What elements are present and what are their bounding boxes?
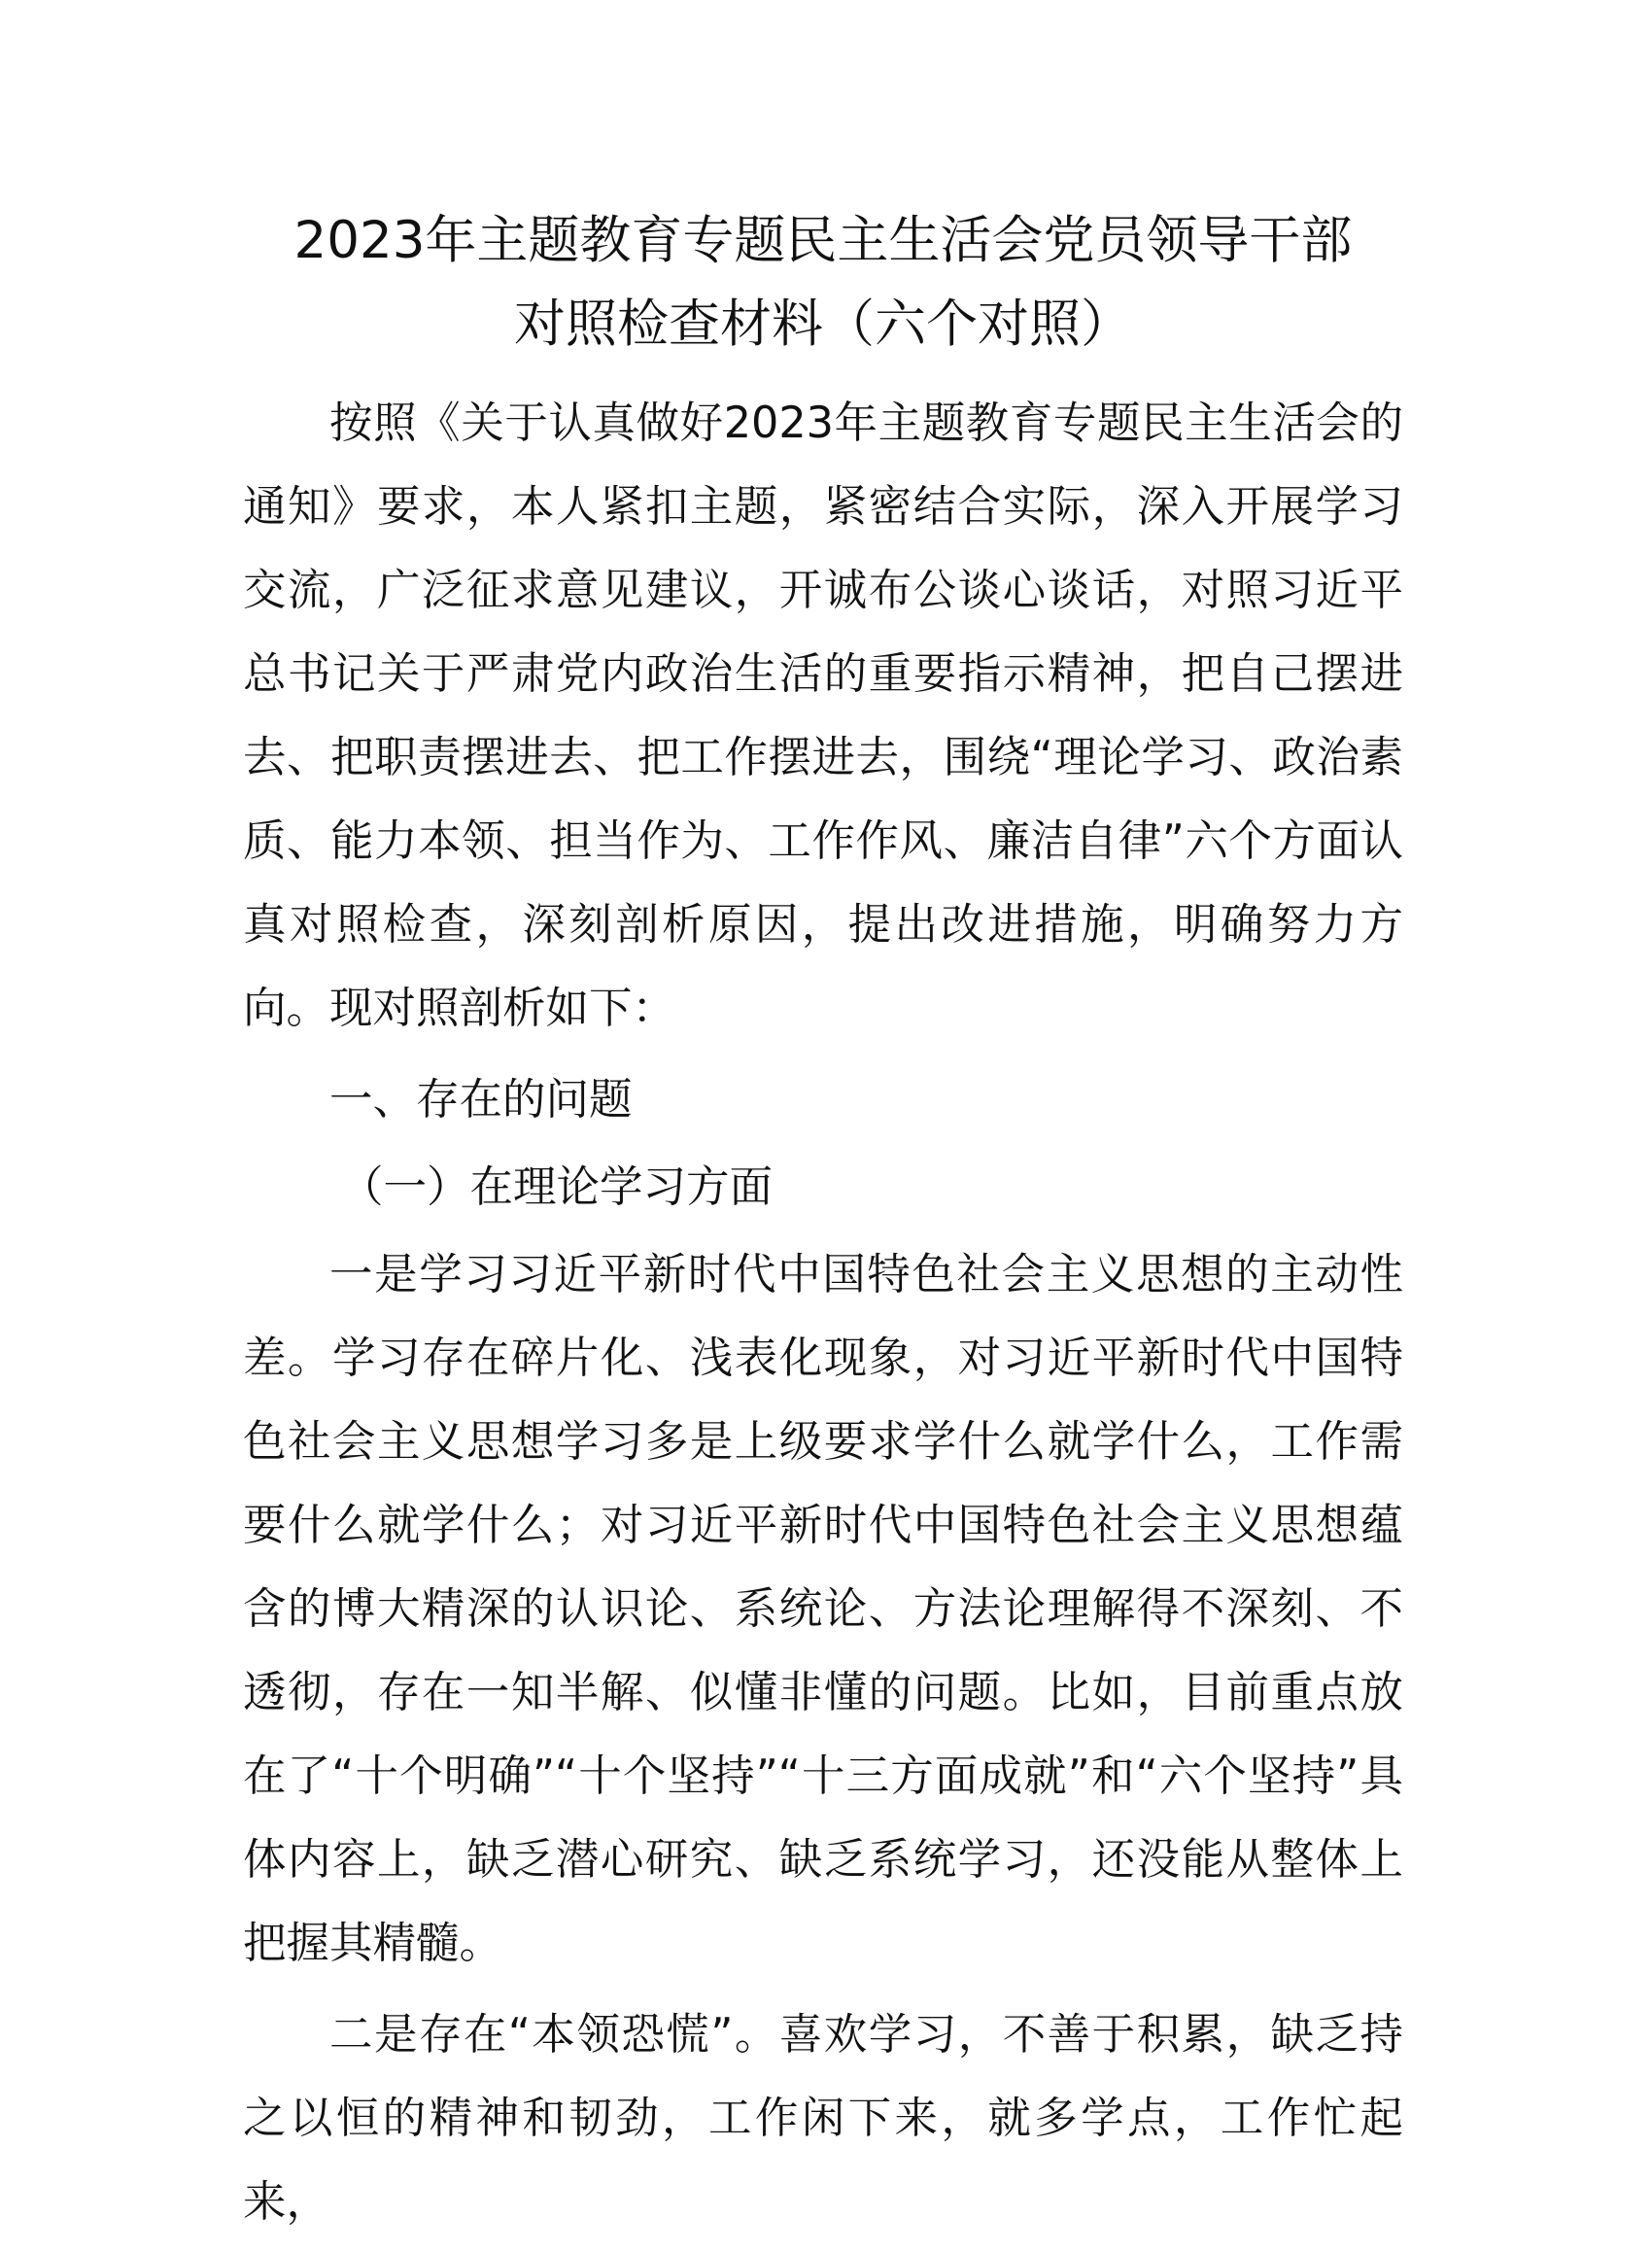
section-heading: 一、存在的问题 [329,1075,633,1125]
document-page [243,199,1403,2252]
point-one-paragraph: 一是学习习近平新时代中国特色社会主义思想的主动性差。学习存在碎片化、浅表化现象，对习近平新时代中国特色社会主义思想学习多是上级要求学什么就学什么，工作需要什么就学什么；对习近平新时代中国特色社会主义思想蕴含的博大精深的认识论、系统论、方法论理解得不深刻、不透彻，存在一知半解、似懂非懂的问题。比如，目前重点放在了“十个明确”“十个坚持”“十三方面成就”和“六个坚持”具体内容上，缺乏潜心研究、缺乏系统学习，还没能从整体上把握其精髓。 [243,1250,1403,1968]
title-line-1: 2023年主题教育专题民主生活会党员领导干部 [293,211,1353,270]
subsection-heading: （一）在理论学习方面 [340,1162,774,1212]
title-line-2: 对照检查材料（六个对照） [514,294,1132,354]
point-two-paragraph: 二是存在“本领恐慌”。喜欢学习，不善于积累，缺乏持之以恒的精神和韧劲，工作闲下来，就多学点，工作忙起来， [243,2010,1403,2227]
intro-paragraph: 按照《关于认真做好2023年主题教育专题民主生活会的通知》要求，本人紧扣主题，紧密结合实际，深入开展学习交流，广泛征求意见建议，开诚布公谈心谈话，对照习近平总书记关于严肃党内政治生活的重要指示精神，把自己摆进去、把职责摆进去、把工作摆进去，围绕“理论学习、政治素质、能力本领、担当作为、工作作风、廉洁自律”六个方面认真对照检查，深刻剖析原因，提出改进措施，明确努力方向。现对照剖析如下： [243,398,1403,1033]
document-body [243,382,1403,2244]
document-title [243,199,1403,366]
